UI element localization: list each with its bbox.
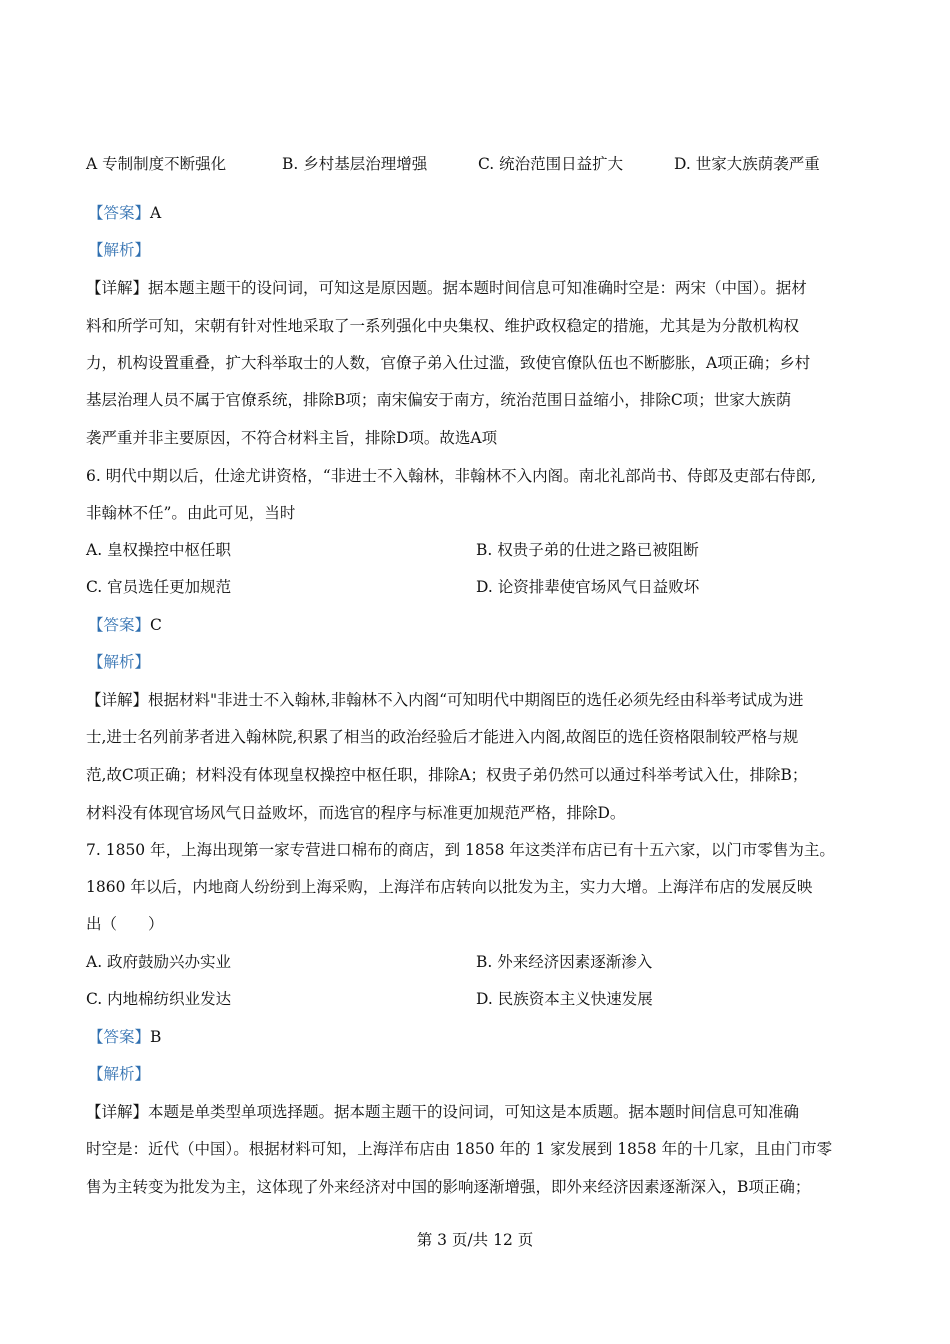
q7-option-a: A. 政府鼓励兴办实业 — [86, 953, 232, 971]
q5-detail-line-3: 力，机构设置重叠，扩大科举取士的人数，官僚子弟入仕过滥，致使官僚队伍也不断膨胀，A项正确；乡村 — [86, 354, 811, 372]
q6-options-row-2 — [0, 577, 950, 597]
q7-detail-line-1 — [86, 1102, 799, 1122]
q6-detail-line-4: 材料没有体现官场风气日益败坏，而选官的程序与标准更加规范严格，排除D。 — [86, 804, 626, 822]
answer-tag: 【答案】 — [88, 616, 151, 634]
q6-option-b: B. 权贵子弟的仕进之路已被阻断 — [476, 541, 699, 559]
detail-text: 本题是单类型单项选择题。据本题主题干的设问词，可知这是本质题。据本题时间信息可知准确 — [148, 1103, 800, 1121]
q6-detail-line-2: 士,进士名列前茅者进入翰林院,积累了相当的政治经验后才能进入内阁,故阁臣的选任资格限制较严格与规 — [86, 728, 799, 746]
answer-tag: 【答案】 — [88, 204, 151, 222]
answer-value: A — [150, 204, 162, 222]
q6-analysis-tag: 【解析】 — [88, 653, 151, 671]
q7-stem-line-1: 7. 1850 年，上海出现第一家专营进口棉布的商店，到 1858 年这类洋布店已有十五六家，以门市零售为主。 — [86, 841, 835, 859]
q6-detail-line-3: 范,故C项正确；材料没有体现皇权操控中枢任职，排除A；权贵子弟仍然可以通过科举考试入仕，排除B； — [86, 766, 808, 784]
q7-options-row-1 — [0, 952, 950, 972]
q7-options-row-2 — [0, 989, 950, 1009]
q5-option-c: C. 统治范围日益扩大 — [478, 155, 624, 173]
q5-option-d: D. 世家大族荫袭严重 — [674, 155, 820, 173]
q6-detail-line-1 — [86, 690, 804, 710]
detail-tag: 【详解】 — [86, 691, 149, 709]
q5-answer — [88, 203, 161, 223]
q6-answer — [88, 615, 162, 635]
q6-stem-line-1: 6. 明代中期以后，仕途尤讲资格，“非进士不入翰林，非翰林不入内阁。南北礼部尚书、侍郎及吏部右侍郎, — [86, 467, 817, 485]
q7-answer — [88, 1027, 161, 1047]
q6-option-c: C. 官员选任更加规范 — [86, 578, 232, 596]
detail-tag: 【详解】 — [86, 279, 149, 297]
answer-tag: 【答案】 — [88, 1028, 151, 1046]
detail-text: 据本题主题干的设问词，可知这是原因题。据本题时间信息可知准确时空是：两宋（中国）。据材 — [148, 279, 807, 297]
q5-option-b: B. 乡村基层治理增强 — [282, 155, 428, 173]
q5-detail-line-4: 基层治理人员不属于官僚系统，排除B项；南宋偏安于南方，统治范围日益缩小，排除C项；世家大族荫 — [86, 391, 792, 409]
q7-option-c: C. 内地棉纺织业发达 — [86, 990, 232, 1008]
answer-value: C — [150, 616, 162, 634]
q7-detail-line-3: 售为主转变为批发为主，这体现了外来经济对中国的影响逐渐增强，即外来经济因素逐渐深入，B项正确； — [86, 1178, 811, 1196]
q7-analysis-tag: 【解析】 — [88, 1065, 151, 1083]
q5-detail-line-5: 袭严重并非主要原因，不符合材料主旨，排除D项。故选A项 — [86, 429, 498, 447]
page-footer: 第 3 页/共 12 页 — [416, 1231, 534, 1249]
q6-options-row-1 — [0, 540, 950, 560]
q7-option-b: B. 外来经济因素逐渐渗入 — [476, 953, 653, 971]
q7-option-d: D. 民族资本主义快速发展 — [476, 990, 653, 1008]
detail-text: 根据材料"非进士不入翰林,非翰林不入内阁“可知明代中期阁臣的选任必须先经由科举考试成为进 — [148, 691, 804, 709]
q5-options — [0, 154, 950, 174]
answer-value: B — [150, 1028, 162, 1046]
q5-detail-line-2: 料和所学可知，宋朝有针对性地采取了一系列强化中央集权、维护政权稳定的措施，尤其是为分散机构权 — [86, 317, 800, 335]
q5-analysis-tag: 【解析】 — [88, 241, 151, 259]
q6-stem-line-2: 非翰林不任”。由此可见，当时 — [86, 504, 296, 522]
q5-option-a: A 专制制度不断强化 — [86, 155, 227, 173]
q7-stem-line-2: 1860 年以后，内地商人纷纷到上海采购，上海洋布店转向以批发为主，实力大增。上海洋布店的发展反映 — [86, 878, 813, 896]
detail-tag: 【详解】 — [86, 1103, 149, 1121]
q7-stem-line-3: 出（ ） — [86, 915, 164, 933]
q6-option-a: A. 皇权操控中枢任职 — [86, 541, 232, 559]
q7-detail-line-2: 时空是：近代（中国）。根据材料可知，上海洋布店由 1850 年的 1 家发展到 1858 年的十几家，且由门市零 — [86, 1140, 833, 1158]
q5-detail-line-1 — [86, 278, 807, 298]
q6-option-d: D. 论资排辈使官场风气日益败坏 — [476, 578, 700, 596]
